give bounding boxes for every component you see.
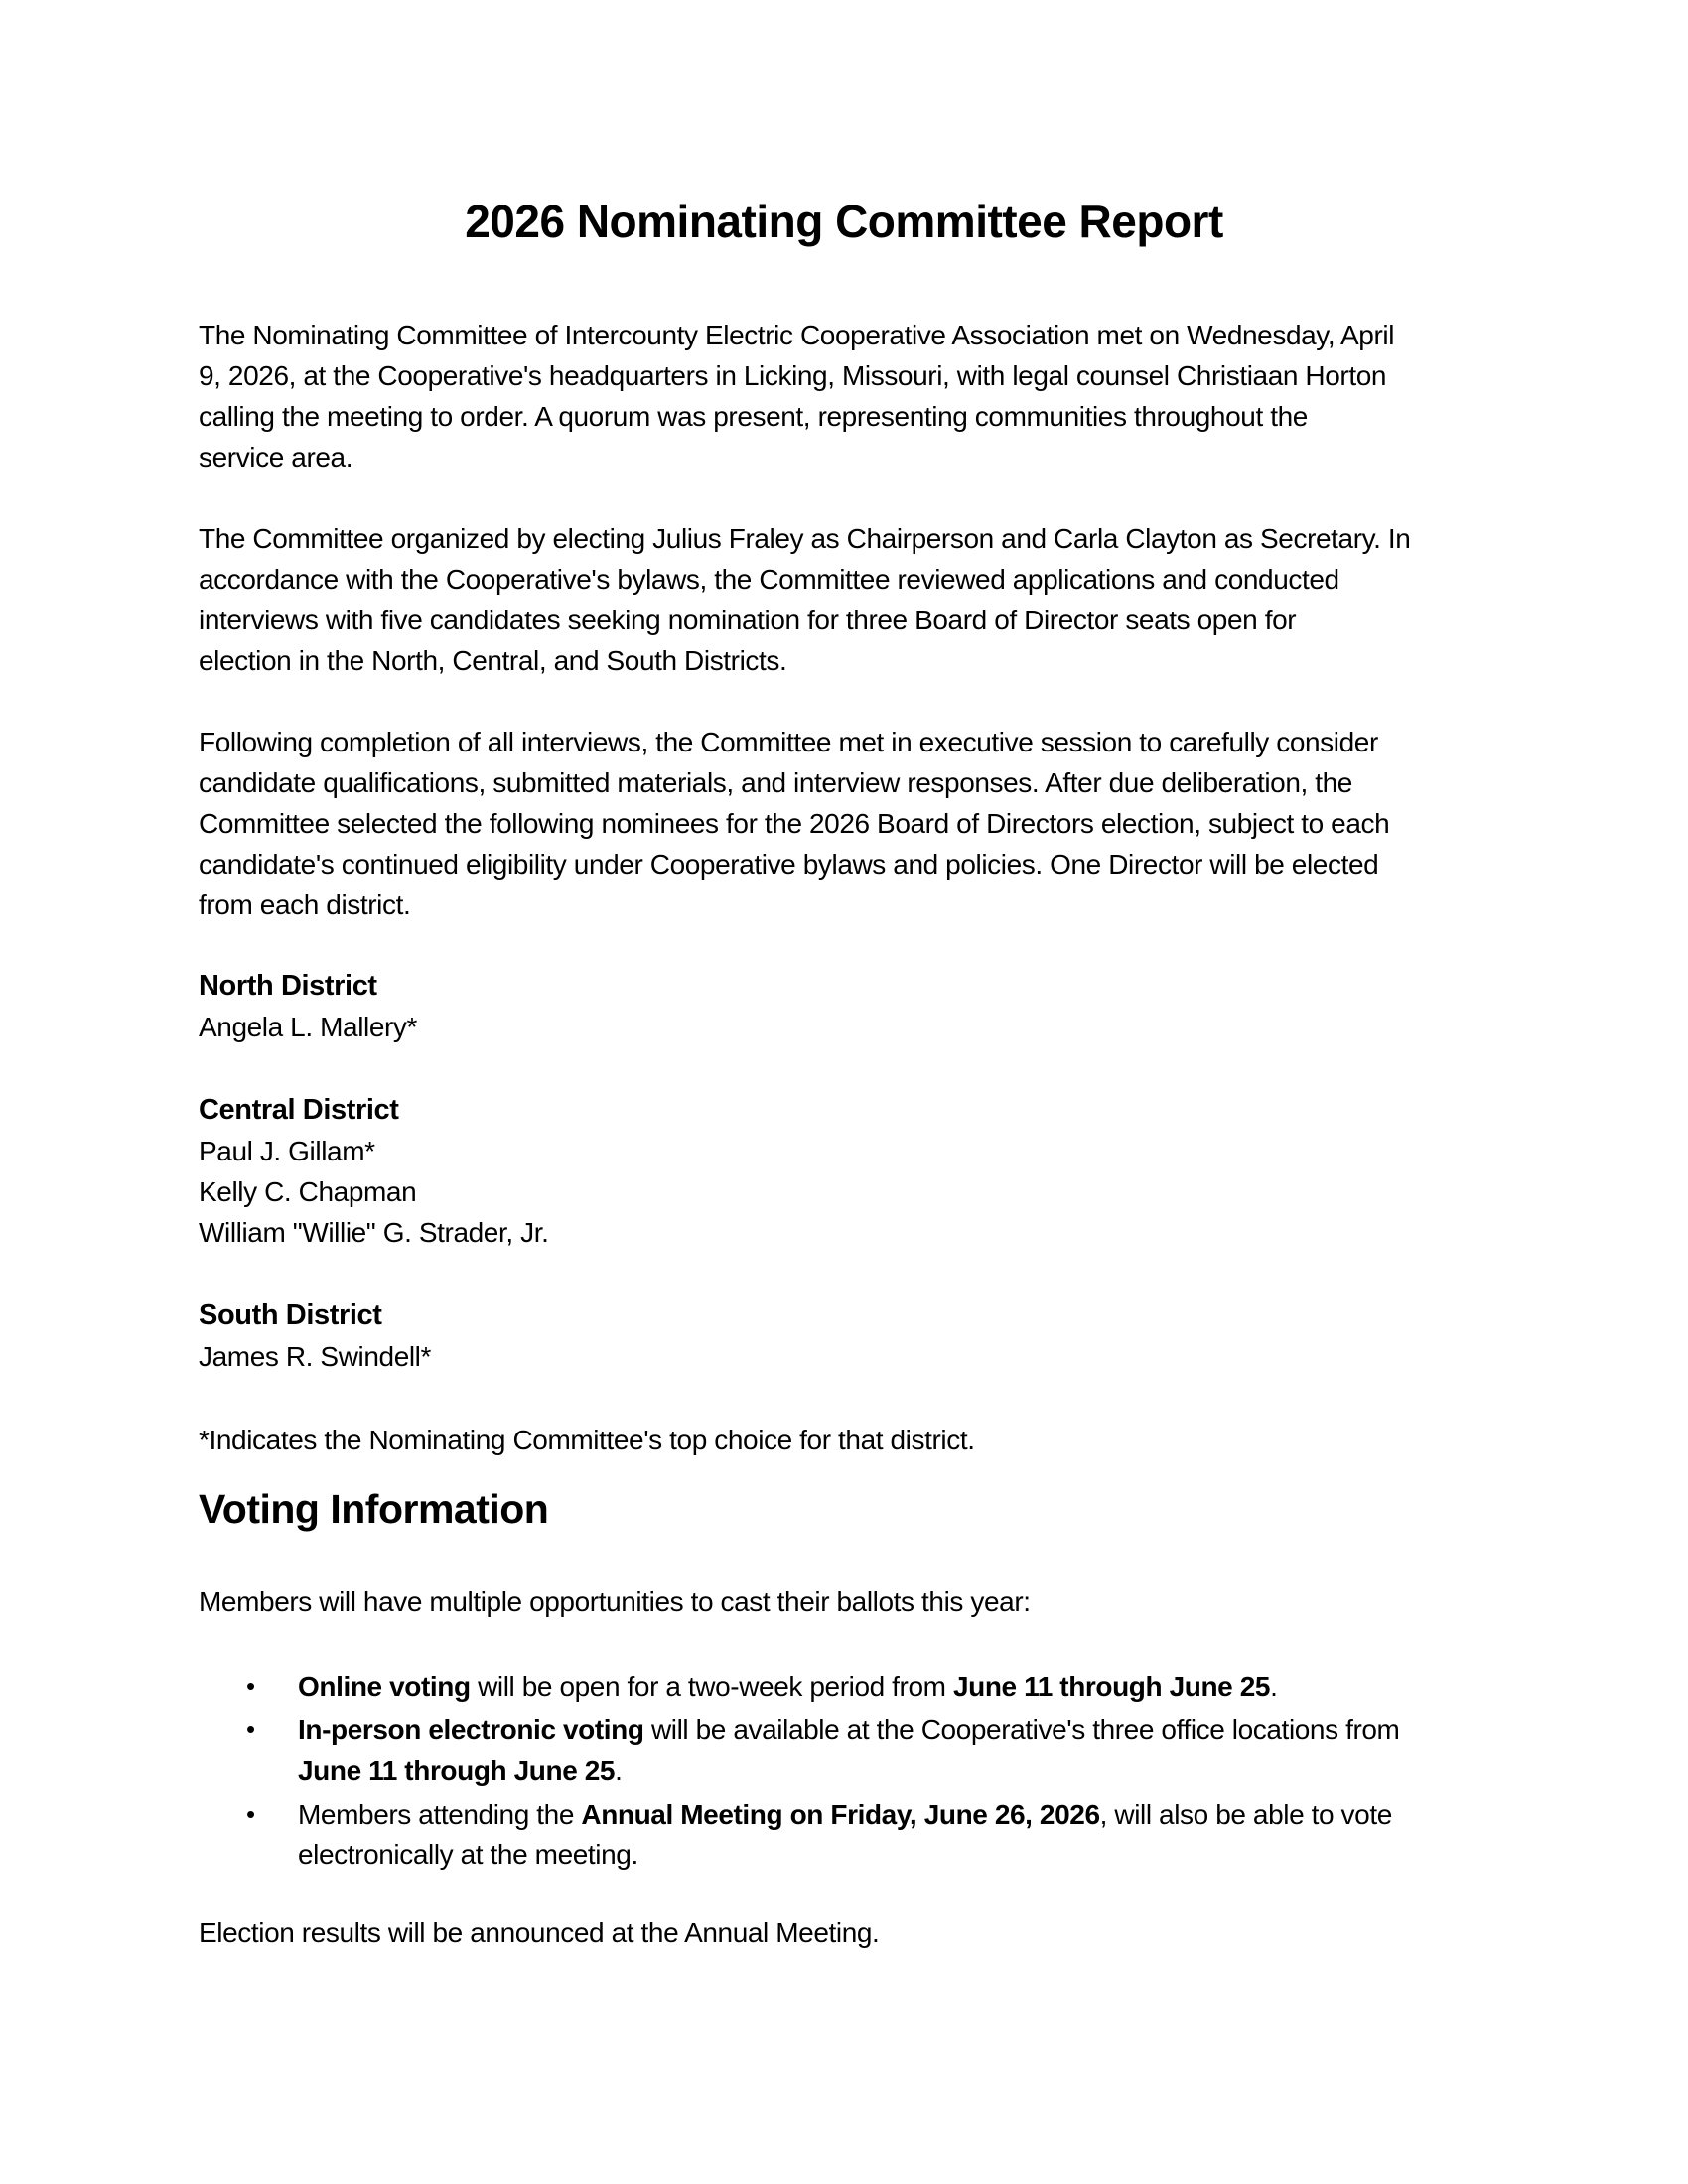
page-title: 2026 Nominating Committee Report xyxy=(465,196,1223,247)
text-line: Committee selected the following nominees for the 2026 Board of Directors election, subject to each xyxy=(199,808,1390,839)
text-line: calling the meeting to order. A quorum was present, representing communities throughout the xyxy=(199,401,1308,432)
district-section-south xyxy=(199,1296,1489,1377)
text-line: The Committee organized by electing Julius Fraley as Chairperson and Carla Clayton as Secretary. In xyxy=(199,523,1411,554)
committee-organization-paragraph xyxy=(199,518,1489,681)
text-line: In-person electronic voting will be available at the Cooperative's three office locations from xyxy=(298,1714,1400,1745)
text-line: election in the North, Central, and South Districts. xyxy=(199,645,787,676)
district-section-central xyxy=(199,1090,1489,1253)
text-line: Online voting will be open for a two-week period from June 11 through June 25. xyxy=(298,1671,1278,1702)
bullet-text xyxy=(298,1666,1489,1706)
nominee-name: James R. Swindell* xyxy=(199,1341,431,1372)
nominee-name: Paul J. Gillam* xyxy=(199,1136,375,1166)
bullet-text xyxy=(298,1709,1489,1791)
text-line: accordance with the Cooperative's bylaws, the Committee reviewed applications and conducted xyxy=(199,564,1339,595)
district-section-north xyxy=(199,966,1489,1047)
bullet-icon: • xyxy=(246,1714,255,1744)
voting-options-list xyxy=(199,1666,1489,1875)
bullet-icon: • xyxy=(246,1671,255,1701)
meeting-intro-paragraph xyxy=(199,315,1489,478)
nominee-name: Kelly C. Chapman xyxy=(199,1176,417,1207)
text-line: June 11 through June 25. xyxy=(298,1755,623,1786)
election-results-note: Election results will be announced at the Annual Meeting. xyxy=(199,1917,880,1948)
district-heading: South District xyxy=(199,1299,382,1331)
text-line: Members will have multiple opportunities to cast their ballots this year: xyxy=(199,1586,1031,1617)
text-line: service area. xyxy=(199,442,353,473)
bullet-text xyxy=(298,1794,1489,1875)
text-line: The Nominating Committee of Intercounty Electric Cooperative Association met on Wednesday, April xyxy=(199,320,1395,350)
nominee-name: William "Willie" G. Strader, Jr. xyxy=(199,1217,549,1248)
list-item-in-person-voting xyxy=(199,1709,1489,1791)
text-line: electronically at the meeting. xyxy=(298,1840,638,1870)
text-line: Members attending the Annual Meeting on Friday, June 26, 2026, will also be able to vote xyxy=(298,1799,1392,1830)
list-item-annual-meeting-voting xyxy=(199,1794,1489,1875)
voting-information-heading: Voting Information xyxy=(199,1486,549,1532)
bullet-icon: • xyxy=(246,1799,255,1829)
nominee-name: Angela L. Mallery* xyxy=(199,1012,418,1042)
district-heading: North District xyxy=(199,970,377,1002)
district-heading: Central District xyxy=(199,1094,399,1126)
top-choice-footnote: *Indicates the Nominating Committee's top choice for that district. xyxy=(199,1425,975,1455)
voting-intro xyxy=(199,1581,1489,1622)
text-line: interviews with five candidates seeking nomination for three Board of Director seats open for xyxy=(199,605,1297,635)
text-line: candidate's continued eligibility under Cooperative bylaws and policies. One Director will be elected xyxy=(199,849,1379,880)
text-line: 9, 2026, at the Cooperative's headquarters in Licking, Missouri, with legal counsel Christiaan Horton xyxy=(199,360,1387,391)
text-line: from each district. xyxy=(199,889,411,920)
nominee-selection-paragraph xyxy=(199,722,1489,925)
text-line: Following completion of all interviews, the Committee met in executive session to carefully consider xyxy=(199,727,1378,757)
list-item-online-voting xyxy=(199,1666,1489,1706)
text-line: candidate qualifications, submitted materials, and interview responses. After due deliberation, the xyxy=(199,767,1352,798)
